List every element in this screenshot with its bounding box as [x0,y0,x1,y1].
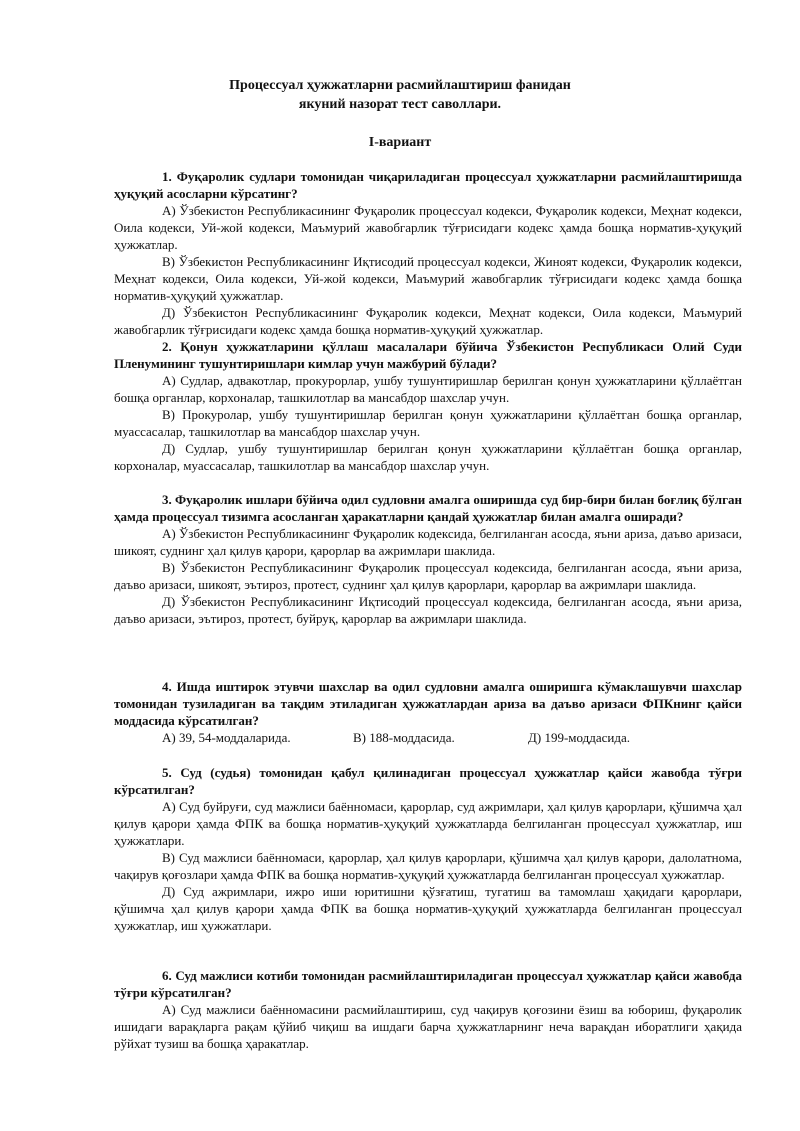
answer-option: А) Суд мажлиси баённомасини расмийлаштириш, суд чақирув қоғозини ёзиш ва юбориш, фуқаролик ишидаги варақларга рақам қўйиб чиқиш ва ишдаги барча ҳужжатларнинг неча варақдан иборатлиги ҳақида рўйхат тузиш ва бошқа ҳаракатлар. [114,1002,742,1051]
answer-option: А) Ўзбекистон Республикасининг Фуқаролик процессуал кодекси, Фуқаролик кодекси, Меҳнат кодекси, Оила кодекси, Уй-жой кодекси, Маъмурий жавобгарлик тўғрисидаги кодекс ҳамда бошқа норматив-ҳуқуқий ҳужжатлар. [114,203,742,252]
question-block-6 [114,967,742,1052]
question-text: 1. Фуқаролик судлари томонидан чиқариладиган процессуал ҳужжатларни расмийлаштиришда ҳуқуқий асосларни кўрсатинг? [114,169,742,201]
answer-option: А) Судлар, адвакотлар, прокурорлар, ушбу тушунтиришлар берилган қонун ҳужжатларини қўллаётган бошқа органлар, корхоналар, ташкилотлар ва мансабдор шахслар учун. [114,373,742,405]
question-block-1 [114,168,742,338]
question-block-5 [114,764,742,934]
answer-option: Д) Суд ажримлари, ижро иши юритишни қўзғатиш, тугатиш ва тамомлаш ҳақидаги қарорлари, қўшимча ҳал қилув қарори ҳамда ФПК ва бошқа норматив-ҳуқуқий ҳужжатларда белгиланган процессуал ҳужжатлар, иш ҳужжатлари. [114,884,742,933]
answer-option: В) Ўзбекистон Республикасининг Фуқаролик процессуал кодексида, белгиланган асосда, яъни ариза, даъво аризаси, шикоят, эътироз, протест, суднинг ҳал қилув қарорлари, қарорлар ва ажримлари шаклида. [114,560,742,592]
answer-row [114,729,742,746]
answer-option: В) 188-моддасида. [353,730,455,745]
question-block-4 [114,678,742,746]
answer-option: Д) 199-моддасида. [528,730,630,745]
answer-option: Д) Судлар, ушбу тушунтиришлар берилган қонун ҳужжатларини қўллаётган бошқа органлар, корхоналар, муассасалар, ташкилотлар ва мансабдор шахслар учун. [114,441,742,473]
variant-heading: I-вариант [368,135,432,150]
answer-option: В) Суд мажлиси баённомаси, қарорлар, ҳал қилув қарорлари, қўшимча ҳал қилув қарори, далолатнома, чақирув қоғозлари ҳамда ФПК ва бошқа норматив-ҳуқуқий ҳужжатларда белгиланган процессуал ҳужжатлар. [114,850,742,882]
answer-option: Д) Ўзбекистон Республикасининг Иқтисодий процессуал кодексида, белгиланган асосда, яъни ариза, даъво аризаси, эътироз, протест, буйруқ, қарорлар ва ажримлари шаклида. [114,594,742,626]
document-title-line-1: Процессуал ҳужжатларни расмийлаштириш фанидан [229,78,571,93]
answer-option: В) Ўзбекистон Республикасининг Иқтисодий процессуал кодекси, Жиноят кодекси, Фуқаролик кодекси, Меҳнат кодекси, Оила кодекси, Уй-жой кодекси, Маъмурий жавобгарлик тўғрисидаги кодекс ҳамда бошқа норматив-ҳуқуқий ҳужжатлар. [114,254,742,303]
question-text: 6. Суд мажлиси котиби томонидан расмийлаштириладиган процессуал ҳужжатлар қайси жавобда тўғри кўрсатилган? [114,968,742,1000]
answer-option: А) Суд буйруғи, суд мажлиси баённомаси, қарорлар, суд ажримлари, ҳал қилув қарорлари, қўшимча ҳал қилув қарори ҳамда ФПК ва бошқа норматив-ҳуқуқий ҳужжатларда белгиланган процессуал ҳужжатлар, иш ҳужжатлари. [114,799,742,848]
question-text: 5. Суд (судья) томонидан қабул қилинадиган процессуал ҳужжатлар қайси жавобда тўғри кўрсатилган? [114,765,742,797]
question-block-3 [114,491,742,627]
question-text: 2. Қонун ҳужжатларини қўллаш масалалари бўйича Ўзбекистон Республикаси Олий Суди Пленумининг тушунтиришлари кимлар учун мажбурий бўлади? [114,339,742,371]
answer-option: А) Ўзбекистон Республикасининг Фуқаролик кодексида, белгиланган асосда, яъни ариза, даъво аризаси, шикоят, суднинг ҳал қилув қарори, қарорлар ва ажримлари шаклида. [114,526,742,558]
question-text: 4. Ишда иштирок этувчи шахслар ва одил судловни амалга оширишга кўмаклашувчи шахслар томонидан тузиладиган ва тақдим этиладиган ҳужжатлардан ариза ва даъво аризаси ФПКнинг қайси моддасида кўрсатилган? [114,679,742,728]
question-text: 3. Фуқаролик ишлари бўйича одил судловни амалга оширишда суд бир-бири билан боғлиқ бўлган ҳамда процессуал тизимга асосланган ҳаракатларни қандай ҳужжатлар билан амалга оширади? [114,492,742,524]
answer-option: А) 39, 54-моддаларида. [162,730,291,745]
answer-option: В) Прокуролар, ушбу тушунтиришлар берилган қонун ҳужжатларини қўллаётган бошқа органлар, муассасалар, ташкилотлар ва мансабдор шахслар учун. [114,407,742,439]
question-block-2 [114,338,742,474]
answer-option: Д) Ўзбекистон Республикасининг Фуқаролик кодекси, Меҳнат кодекси, Оила кодекси, Маъмурий жавобгарлик тўғрисидаги кодекс ҳамда бошқа норматив-ҳуқуқий ҳужжатлар. [114,305,742,337]
document-title-line-2: якуний назорат тест саволлари. [298,97,502,112]
